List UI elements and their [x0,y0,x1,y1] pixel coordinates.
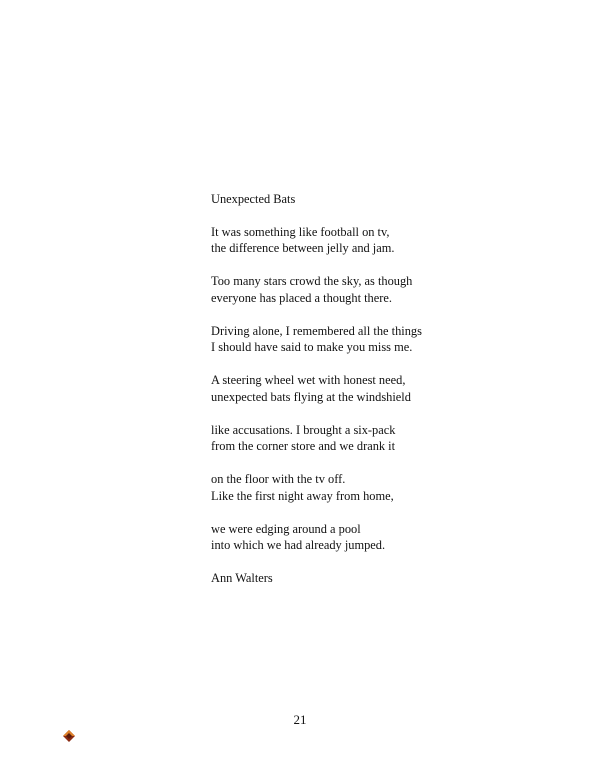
poem-author: Ann Walters [211,570,273,585]
poem-line: the difference between jelly and jam. [211,241,395,256]
poem-title: Unexpected Bats [211,192,296,206]
poem-line: into which we had already jumped. [211,538,386,553]
stanza-6 [211,471,541,504]
poem-line: A steering wheel wet with honest need, [211,373,406,388]
poem-line: Like the first night away from home, [211,488,394,503]
diamond-ornament-icon [63,730,75,742]
poem-line: we were edging around a pool [211,521,361,536]
poem-line: from the corner store and we drank it [211,439,396,454]
stanza-3 [211,323,541,356]
poem-line: It was something like football on tv, [211,224,390,239]
stanza-1 [211,224,541,257]
stanza-4 [211,372,541,405]
stanza-2 [211,273,541,306]
poem-line: Too many stars crowd the sky, as though [211,274,413,289]
poem [211,191,541,587]
poem-line: unexpected bats flying at the windshield [211,389,411,404]
stanza-7 [211,521,541,554]
poem-line: on the floor with the tv off. [211,472,346,487]
poem-line: everyone has placed a thought there. [211,290,392,305]
page-number: 21 [293,712,307,727]
poem-line: Driving alone, I remembered all the things [211,323,422,338]
poem-line: like accusations. I brought a six-pack [211,422,396,437]
poem-line: I should have said to make you miss me. [211,340,413,355]
stanza-5 [211,422,541,455]
